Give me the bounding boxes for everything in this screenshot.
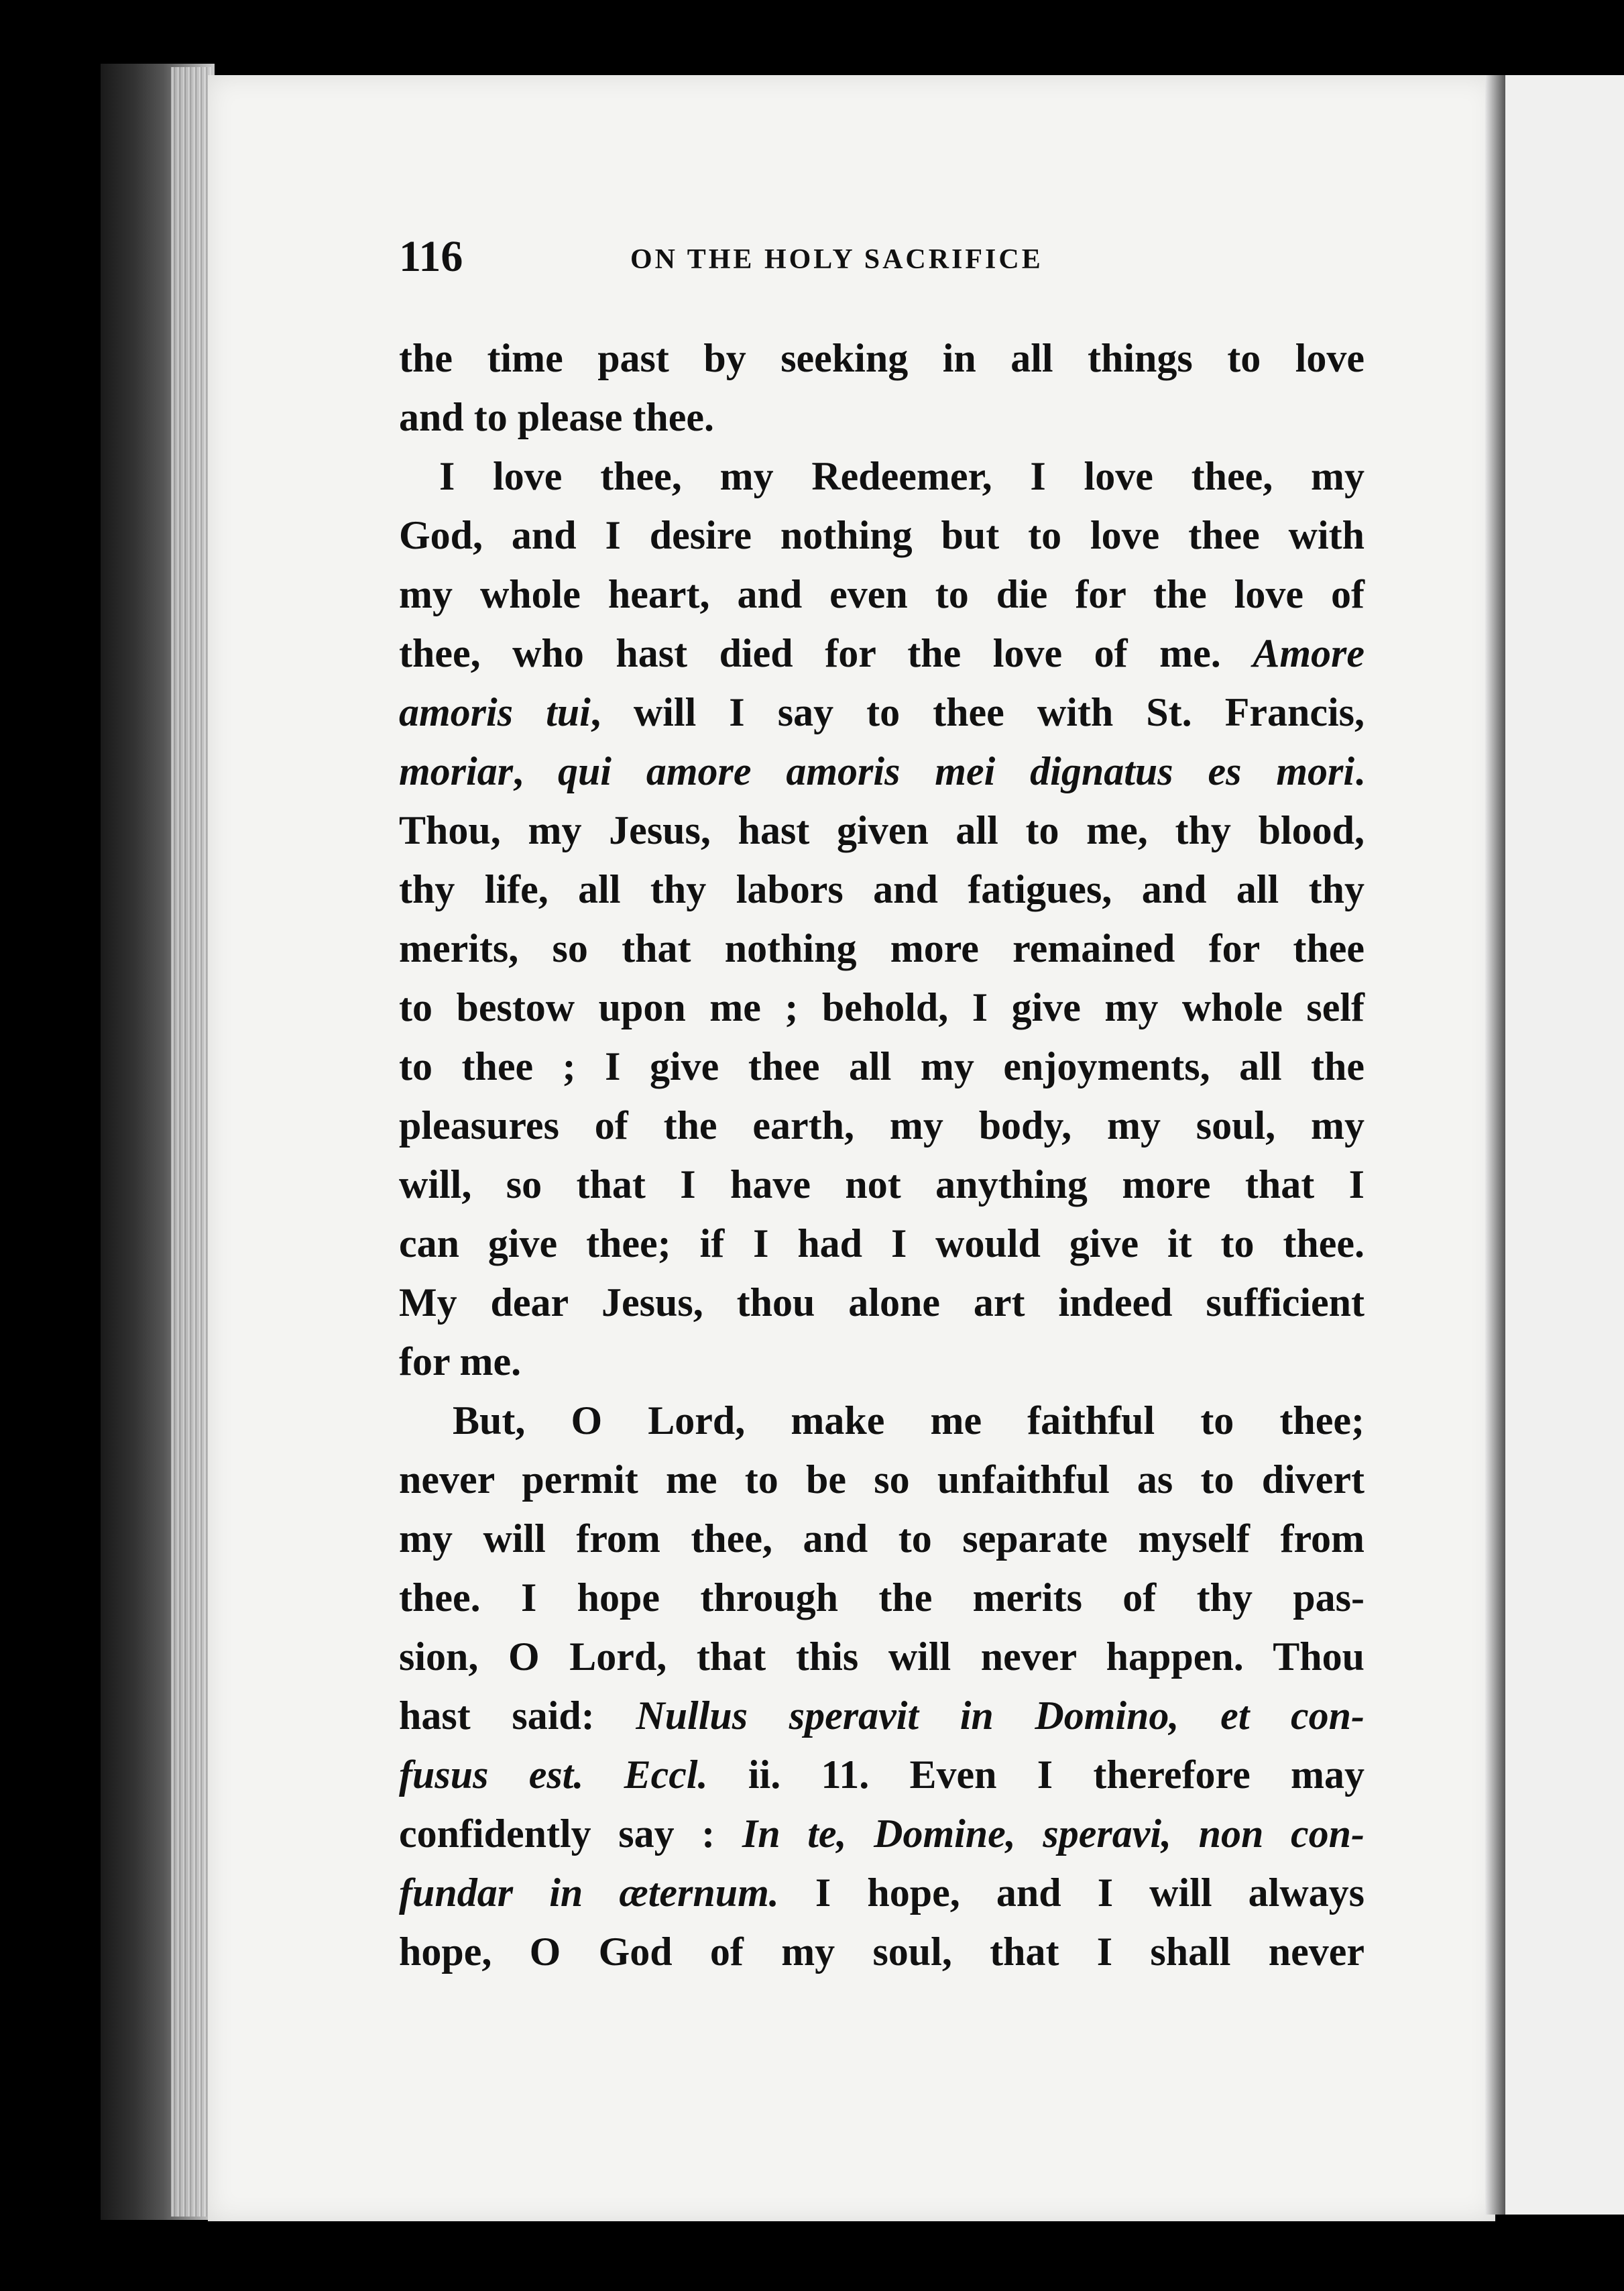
text-line: hope, O God of my soul, that I shall never — [399, 1930, 1365, 1974]
text-line: thy life, all thy labors and fatigues, and all thy — [399, 867, 1365, 911]
text-line: thee. I hope through the merits of thy pas- — [399, 1575, 1365, 1620]
body-text — [399, 329, 1365, 1981]
text-line: fusus est. Eccl. ii. 11. Even I therefore may — [399, 1752, 1365, 1797]
facing-page-edge — [1505, 75, 1624, 2215]
text-line: But, O Lord, make me faithful to thee; — [453, 1398, 1365, 1443]
page-stack-edge — [171, 67, 211, 2217]
text-line: confidently say : In te, Domine, speravi, non con- — [399, 1811, 1365, 1856]
text-line: God, and I desire nothing but to love thee with — [399, 513, 1365, 557]
text-line: to thee ; I give thee all my enjoyments, all the — [399, 1044, 1365, 1088]
text-line: I love thee, my Redeemer, I love thee, my — [439, 454, 1365, 498]
text-line: to bestow upon me ; behold, I give my whole self — [399, 985, 1365, 1029]
text-line: my will from thee, and to separate myself from — [399, 1516, 1365, 1561]
text-line: moriar, qui amore amoris mei dignatus es mori. — [399, 749, 1365, 793]
text-line: fundar in æternum. I hope, and I will always — [399, 1870, 1365, 1915]
text-line: will, so that I have not anything more that I — [399, 1162, 1365, 1207]
text-line: my whole heart, and even to die for the love of — [399, 572, 1365, 616]
text-line: never permit me to be so unfaithful as to divert — [399, 1457, 1365, 1502]
text-line: merits, so that nothing more remained for thee — [399, 926, 1365, 970]
text-line: the time past by seeking in all things to love — [399, 336, 1365, 380]
text-line: for me. — [399, 1339, 522, 1384]
running-title: ON THE HOLY SACRIFICE — [630, 244, 1043, 275]
text-line: Thou, my Jesus, hast given all to me, thy blood, — [399, 808, 1365, 852]
text-line: sion, O Lord, that this will never happen. Thou — [399, 1634, 1365, 1679]
text-line: hast said: Nullus speravit in Domino, et con- — [399, 1693, 1365, 1738]
text-line: pleasures of the earth, my body, my soul, my — [399, 1103, 1365, 1148]
gutter-shadow — [1485, 75, 1505, 2215]
text-line: My dear Jesus, thou alone art indeed sufficient — [399, 1280, 1365, 1325]
text-line: can give thee; if I had I would give it to thee. — [399, 1221, 1365, 1266]
text-line: and to please thee. — [399, 395, 714, 439]
text-line: amoris tui, will I say to thee with St. Francis, — [399, 690, 1365, 734]
page-header — [399, 231, 1365, 292]
text-line: thee, who hast died for the love of me. Amore — [399, 631, 1365, 675]
page-number: 116 — [399, 232, 463, 281]
